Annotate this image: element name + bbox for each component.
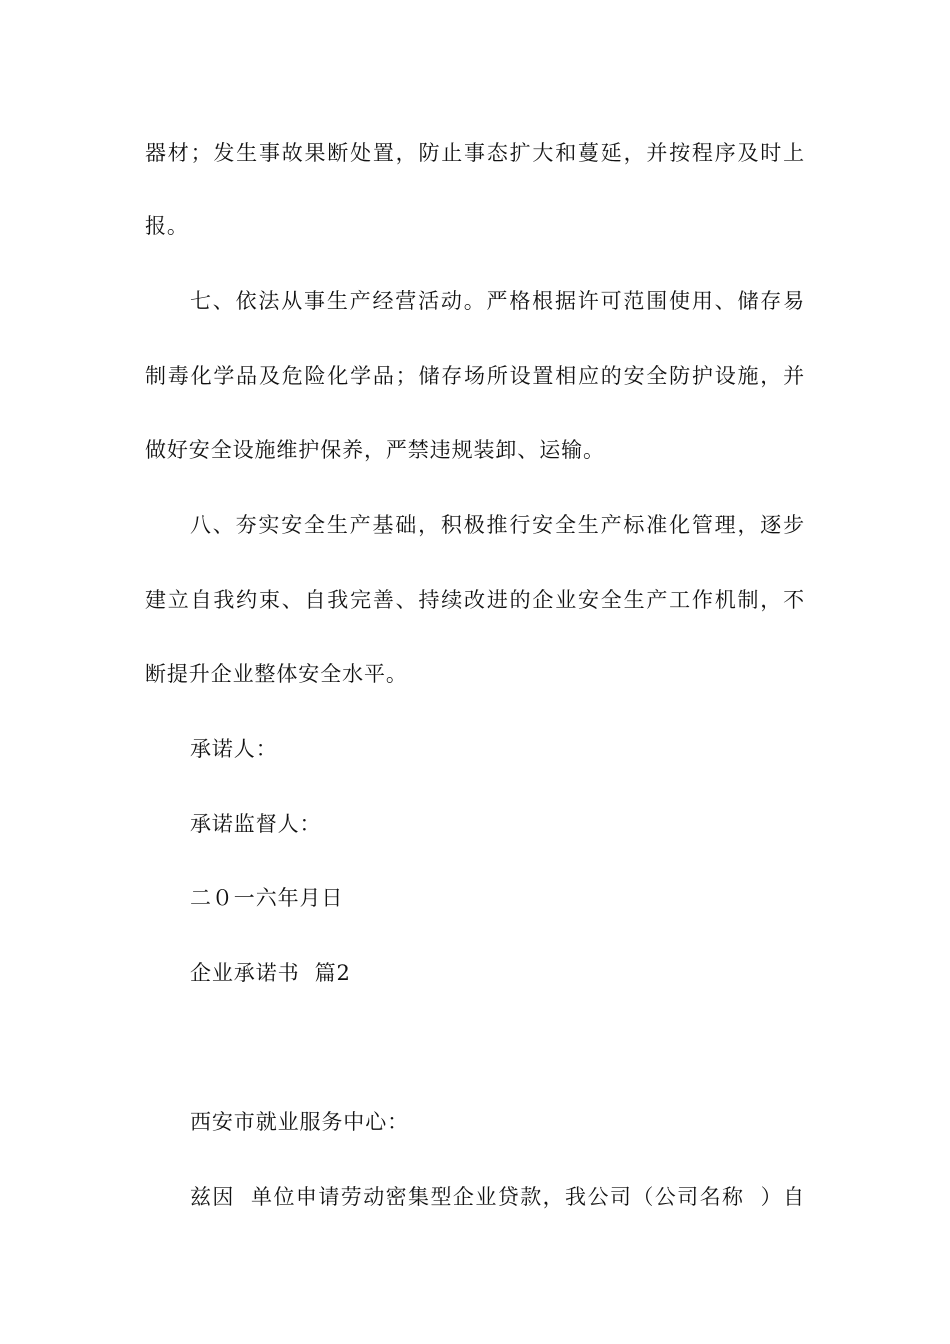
- paragraph-7-line-2: 制毒化学品及危险化学品；储存场所设置相应的安全防护设施，并: [145, 364, 805, 388]
- paragraph-8-line-1: 八、夯实安全生产基础，积极推行安全生产标准化管理，逐步: [190, 513, 805, 537]
- section-title: 企业承诺书 篇2: [190, 961, 351, 985]
- addressee: 西安市就业服务中心：: [190, 1110, 409, 1134]
- supervisor-label: 承诺监督人：: [190, 812, 322, 836]
- paragraph-7-line-3: 做好安全设施维护保养，严禁违规装卸、运输。: [145, 438, 605, 462]
- body-start-line: 兹因 单位申请劳动密集型企业贷款，我公司（公司名称 ）自: [190, 1185, 805, 1209]
- date-line: 二０一六年月日: [190, 886, 344, 910]
- paragraph-8-line-2: 建立自我约束、自我完善、持续改进的企业安全生产工作机制，不: [145, 588, 805, 612]
- paragraph-6-line-2: 报。: [145, 214, 189, 238]
- promisor-label: 承诺人：: [190, 737, 278, 761]
- paragraph-6-line-1: 器材；发生事故果断处置，防止事态扩大和蔓延，并按程序及时上: [145, 141, 805, 165]
- paragraph-8-line-3: 断提升企业整体安全水平。: [145, 662, 408, 686]
- paragraph-7-line-1: 七、依法从事生产经营活动。严格根据许可范围使用、储存易: [190, 289, 805, 313]
